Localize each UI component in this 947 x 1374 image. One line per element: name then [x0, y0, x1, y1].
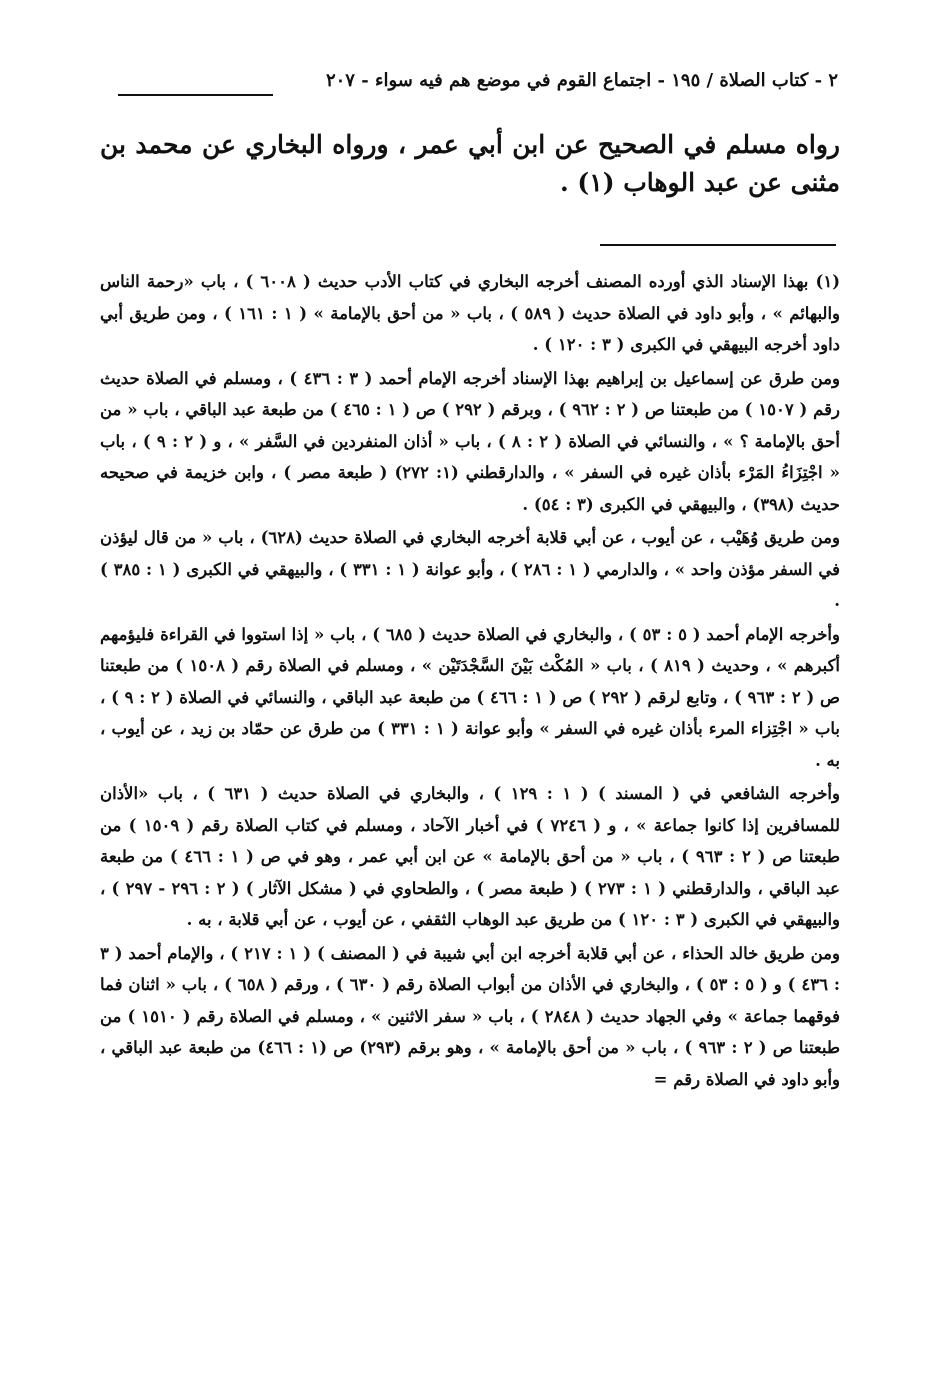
footnote-paragraph: ومن طريق خالد الحذاء ، عن أبي قلابة أخرجه ابن أبي شيبة في ( المصنف ) ( ١ : ٢١٧ ) ، والإمام أحمد ( ٣ : ٤٣٦ ) و ( ٥ : ٥٣ ) ، والبخاري في الأذان من أبواب الصلاة رقم ( ٦٣٠ ) ، ورقم ( ٦٥٨ ) ، باب « اثنان فما فوقهما جماعة » وفي الجهاد حديث ( ٢٨٤٨ ) ، باب « سفر الاثنين » ، ومسلم في الصلاة رقم ( ١٥١٠ ) من طبعتنا ص ( ٢ : ٩٦٣ ) ، باب « من أحق بالإمامة » ، وهو برقم (٢٩٣) ص (١ : ٤٦٦) من طبعة عبد الباقي ، وأبو داود في الصلاة رقم =: [100, 943, 840, 1089]
footnote-paragraph: وأخرجه الإمام أحمد ( ٥ : ٥٣ ) ، والبخاري في الصلاة حديث ( ٦٨٥ ) ، باب « إذا استووا في القراءة فليؤمهم أكبرهم » ، وحديث ( ٨١٩ ) ، باب « المُكْث بَيْنَ السَّجْدَتَيْن » ، ومسلم في الصلاة رقم ( ١٥٠٨ ) من طبعتنا ص ( ٢ : ٩٦٣ ) ، وتابع لرقم ( ٢٩٢ ) ص ( ١ : ٤٦٦ ) من طبعة عبد الباقي ، والنسائي في الصلاة ( ٢ : ٩ ) ، باب « اجْتِزاء المرء بأذان غيره في السفر » وأبو عوانة ( ١ : ٣٣١ ) من طرق عن حمّاد بن زيد ، عن أيوب ، به .: [100, 624, 841, 770]
running-header-title: ٢ - كتاب الصلاة / ١٩٥ - اجتماع القوم في موضع هم فيه سواء - ٢٠٧: [325, 70, 838, 91]
footnote-separator: [600, 244, 836, 246]
footnote-paragraph: ومن طرق عن إسماعيل بن إبراهيم بهذا الإسناد أخرجه الإمام أحمد ( ٣ : ٤٣٦ ) ، ومسلم في الصلاة حديث رقم ( ١٥٠٧ ) من طبعتنا ص ( ٢ : ٩٦٢ ) ، وبرقم ( ٢٩٢ ) ص ( ١ : ٤٦٥ ) من طبعة عبد الباقي ، باب « من أحق بالإمامة ؟ » ، والنسائي في الصلاة ( ٢ : ٨ ) ، باب « أذان المنفردين في السَّفر » ، و ( ٢ : ٩ ) ، باب « اجْتِزَاءُ المَرْء بأذان غيره في السفر » ، والدارقطني (١: ٢٧٢) ( طبعة مصر ) ، وابن خزيمة في صحيحه حديث (٣٩٨) ، والبيهقي في الكبرى (٣ : ٥٤) .: [100, 368, 840, 514]
footnote-paragraph: (١) بهذا الإسناد الذي أورده المصنف أخرجه البخاري في كتاب الأدب حديث ( ٦٠٠٨ ) ، باب «رحمة الناس والبهائم » ، وأبو داود في الصلاة حديث ( ٥٨٩ ) ، باب « من أحق بالإمامة » ( ١ : ١٦١ ) ، ومن طريق أبي داود أخرجه البيهقي في الكبرى ( ٣ : ١٢٠ ) .: [100, 272, 841, 354]
footnote-paragraph: وأخرجه الشافعي في ( المسند ) ( ١ : ١٢٩ ) ، والبخاري في الصلاة حديث ( ٦٣١ ) ، باب «الأذان للمسافرين إذا كانوا جماعة » ، و ( ٧٢٤٦ ) في أخبار الآحاد ، ومسلم في كتاب الصلاة رقم ( ١٥٠٩ ) من طبعتنا ص ( ٢ : ٩٦٣ ) ، باب « من أحق بالإمامة » عن ابن أبي عمر ، وهو في ص ( ١ : ٤٦٦ ) من طبعة عبد الباقي ، والدارقطني ( ١ : ٢٧٣ ) ( طبعة مصر ) ، والطحاوي في ( مشكل الآثار ) ( ٢ : ٢٩٦ - ٢٩٧ ) ، والبيهقي في الكبرى ( ٣ : ١٢٠ ) من طريق عبد الوهاب الثقفي ، عن أيوب ، عن أبي قلابة ، به .: [100, 784, 840, 929]
footnote-paragraph: ومن طريق وُهَيْب ، عن أيوب ، عن أبي قلابة أخرجه البخاري في الصلاة حديث (٦٢٨) ، باب « من قال ليؤذن في السفر مؤذن واحد » ، والدارمي ( ١ : ٢٨٦ ) ، وأبو عوانة ( ١ : ٣٣١ ) ، والبيهقي في الكبرى ( ١ : ٣٨٥ ) .: [100, 528, 840, 610]
header-rule: [118, 94, 273, 96]
main-text: رواه مسلم في الصحيح عن ابن أبي عمر ، ورواه البخاري عن محمد بن مثنى عن عبد الوهاب (١) .: [100, 130, 840, 197]
footnotes: [100, 266, 840, 1097]
page-header: [118, 64, 838, 104]
